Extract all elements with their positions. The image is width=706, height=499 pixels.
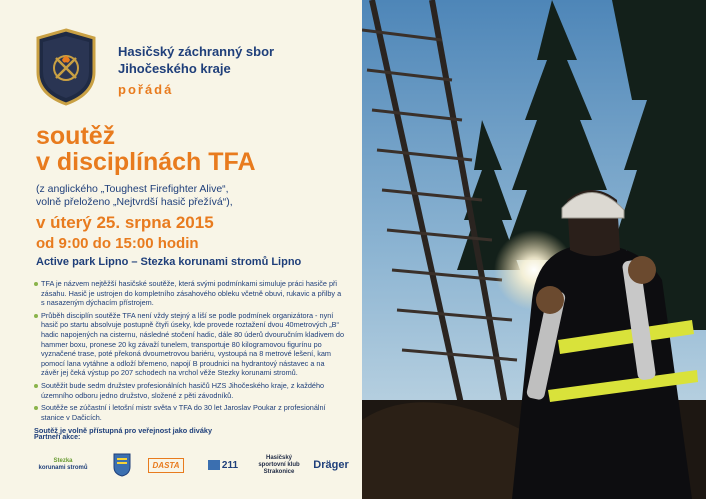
title-line-2: v disciplínách TFA [36,148,256,176]
lipno211-logo-text: 211 [221,459,239,471]
stezka-logo-line1: Stezka [53,458,73,464]
partners-label: Partneři akce: [34,434,81,441]
partner-logos [28,448,356,482]
organizer-region: Jihočeského kraje [118,61,231,76]
organizes-label: pořádá [118,82,174,97]
drager-logo [310,448,352,482]
organizer-name: Hasičský záchranný sbor [118,44,275,59]
bullet-item: TFA je názvem nejtěžší hasičské soutěže, která svými podmínkami simuluje práci hasiče při zásahu. Hasič je ustrojen do kompletního zásahového obleku včetně obuvi, rukavic a přilby a s nasazeným dýchacím přístrojem. [34,279,344,308]
firefighter-photo [362,0,706,499]
dasta-logo [144,448,188,482]
event-date: v úterý 25. srpna 2015 [36,213,214,232]
bullet-item: Průběh disciplín soutěže TFA není vždy stejný a liší se podle podmínek organizátora - nyní hasič po startu absolvuje postupně čtyři úseky, kde provede roztažení dvou 40metrových „B“ hadic napojených na cisternu, následné stočení hadic, dále 80 úderů dvouručním kladivem do hammer boxu, pronese 20 kg závaží tunelem, transportuje 80 kilogramovou figurínu po vyznačené trase, poté překoná dvoumetrovou bariéru, vystoupá na 8 metrové lešení, kam pomocí lana vytáhne a odloží břemeno, napojí B proudnici na hydrantový nástavec a na závěr jej čeká výstup po 207 schodech na vrchol věže Stezky korunami stromů. [34,311,344,378]
sport-club-line3: Strakonice [263,468,295,475]
lipno211-logo [200,448,246,482]
crest-logo [108,448,136,482]
bullet-item: Soutěže se zúčastní i letošní mistr světa v TFA do 30 let Jaroslav Poukar z profesionální stanice v Dačicích. [34,403,344,422]
fire-rescue-emblem [34,28,98,106]
sport-club-logo [252,448,306,482]
event-time: od 9:00 do 15:00 hodin [36,235,199,252]
dasta-logo-text: DASTA [148,458,185,473]
sport-club-line1: Hasičský [265,454,293,461]
closing-note: Soutěž je volně přístupná pro veřejnost jako diváky [34,426,213,436]
stezka-logo-line2: korunami stromů [38,465,88,471]
subtitle-line-1: (z anglického „Toughest Firefighter Alive“, [36,183,229,195]
bullet-item: Soutěžit bude sedm družstev profesionálních hasičů HZS Jihočeského kraje, z každého územního odboru jedno družstvo, složené z pěti závodníků. [34,381,344,400]
event-venue: Active park Lipno – Stezka korunami stromů Lipno [36,256,302,268]
title-line-1: soutěž [36,122,116,150]
drager-logo-text: Dräger [313,459,349,471]
stezka-logo [30,448,96,482]
subtitle-line-2: volně přeloženo „Nejtvrdší hasič přežívá“), [36,196,233,208]
info-bullets [34,279,344,435]
sport-club-line2: sportovní klub [258,461,300,468]
